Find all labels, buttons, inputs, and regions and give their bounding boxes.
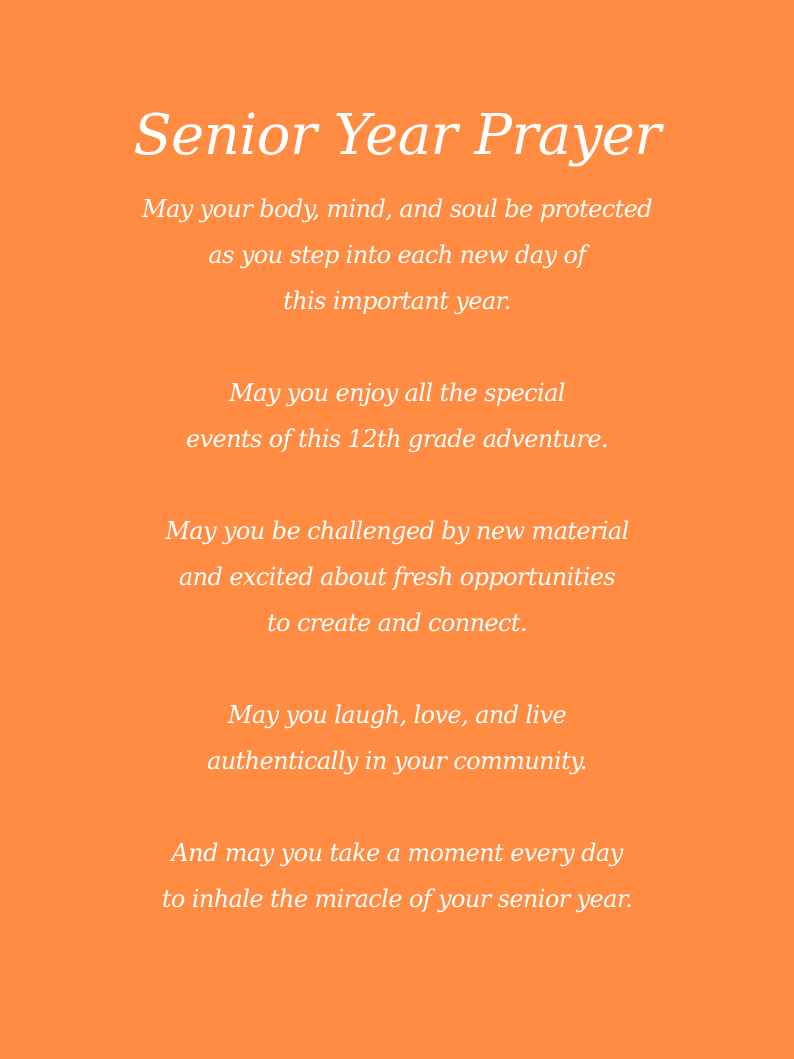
- stanza-line: this important year.: [283, 287, 511, 315]
- stanza-line: to create and connect.: [267, 609, 527, 637]
- stanza-line: May you laugh, love, and live: [227, 701, 567, 729]
- stanza-4: [0, 692, 794, 784]
- stanza-line: to inhale the miracle of your senior year.: [161, 885, 633, 913]
- stanza-line: authentically in your community.: [207, 747, 587, 775]
- stanza-line: as you step into each new day of: [208, 241, 586, 269]
- prayer-body: [0, 186, 794, 968]
- stanza-line: events of this 12th grade adventure.: [185, 425, 608, 453]
- stanza-5: [0, 830, 794, 922]
- stanza-line: May you enjoy all the special: [229, 379, 565, 407]
- stanza-3: [0, 508, 794, 646]
- stanza-line: May your body, mind, and soul be protected: [141, 195, 653, 223]
- page-title: Senior Year Prayer: [133, 103, 661, 168]
- stanza-line: and excited about fresh opportunities: [178, 563, 616, 591]
- stanza-line: May you be challenged by new material: [165, 517, 629, 545]
- stanza-2: [0, 370, 794, 462]
- stanza-1: [0, 186, 794, 324]
- stanza-line: And may you take a moment every day: [171, 839, 623, 867]
